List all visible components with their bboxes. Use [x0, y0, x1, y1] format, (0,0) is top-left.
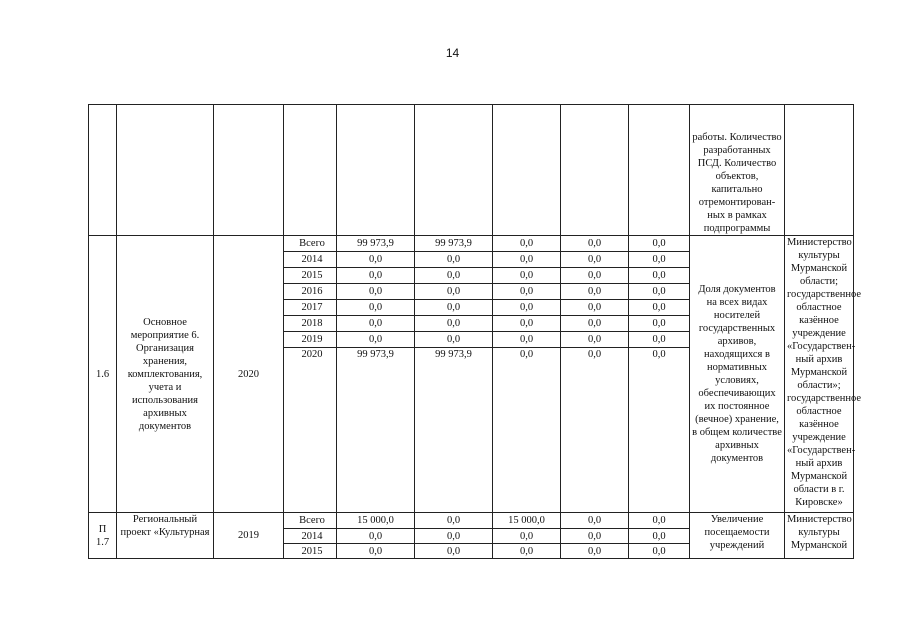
value-local: 0,0: [561, 332, 629, 348]
value-federal: 0,0: [493, 529, 561, 544]
value-local: 0,0: [561, 252, 629, 268]
year-label: 2018: [284, 316, 337, 332]
cell-deadline: [214, 105, 284, 236]
program-table: [88, 104, 862, 559]
value-regional: 0,0: [415, 268, 493, 284]
indicator-text: Доля документов на всех видах носителей государственных архивов, находящихся в нормативных условиях, обеспечивающих их постоянное (вечное) хранение, в общем количестве архивных документов: [690, 236, 785, 513]
value-total: 0,0: [337, 316, 415, 332]
value-local: 0,0: [561, 236, 629, 252]
year-label: 2020: [284, 348, 337, 513]
cell-other: [629, 105, 690, 236]
year-label: 2016: [284, 284, 337, 300]
value-federal: 0,0: [493, 252, 561, 268]
value-regional: 0,0: [415, 544, 493, 559]
value-local: 0,0: [561, 300, 629, 316]
value-other: 0,0: [629, 268, 690, 284]
value-local: 0,0: [561, 284, 629, 300]
value-federal: 0,0: [493, 268, 561, 284]
value-total: 0,0: [337, 529, 415, 544]
value-total: 0,0: [337, 252, 415, 268]
value-federal: 0,0: [493, 348, 561, 513]
value-total: 15 000,0: [337, 513, 415, 529]
value-total: 0,0: [337, 300, 415, 316]
year-label: 2015: [284, 544, 337, 559]
value-federal: 15 000,0: [493, 513, 561, 529]
value-other: 0,0: [629, 236, 690, 252]
value-regional: 0,0: [415, 284, 493, 300]
year-label: 2014: [284, 529, 337, 544]
value-local: 0,0: [561, 348, 629, 513]
value-regional: 0,0: [415, 316, 493, 332]
indicator-cell: работы. Количество разработанных ПСД. Количество объектов, капитально отремонтирован-ных в рамках подпрограммы: [690, 105, 785, 236]
value-federal: 0,0: [493, 236, 561, 252]
page-number: 14: [445, 46, 460, 60]
value-total: 0,0: [337, 268, 415, 284]
value-other: 0,0: [629, 544, 690, 559]
cell-number: [89, 105, 117, 236]
table-row-1-6: [89, 236, 854, 252]
value-federal: 0,0: [493, 300, 561, 316]
value-federal: 0,0: [493, 332, 561, 348]
executor-text: Министерство культуры Мурманской области; государственное областное казённое учреждение «Государствен-ный архив Мурманской области»; государственное областное казённое учреждение «Государствен-ный архив Мурманской области в г. Кировске»: [785, 236, 854, 513]
table-row-p-1-7: [89, 513, 854, 529]
value-local: 0,0: [561, 544, 629, 559]
value-local: 0,0: [561, 529, 629, 544]
value-local: 0,0: [561, 268, 629, 284]
year-label: Всего: [284, 236, 337, 252]
cell-local: [561, 105, 629, 236]
value-other: 0,0: [629, 300, 690, 316]
value-other: 0,0: [629, 513, 690, 529]
event-name: Региональный проект «Культурная: [117, 513, 214, 559]
year-label: 2019: [284, 332, 337, 348]
indicator-text: Увеличение посещаемости учреждений: [690, 513, 785, 559]
deadline: 2020: [214, 236, 284, 513]
deadline: 2019: [214, 513, 284, 559]
cell-name: [117, 105, 214, 236]
value-total: 0,0: [337, 284, 415, 300]
cell-federal: [493, 105, 561, 236]
value-other: 0,0: [629, 284, 690, 300]
year-label: 2014: [284, 252, 337, 268]
value-federal: 0,0: [493, 284, 561, 300]
value-regional: 99 973,9: [415, 348, 493, 513]
value-other: 0,0: [629, 332, 690, 348]
cell-regional: [415, 105, 493, 236]
value-regional: 0,0: [415, 252, 493, 268]
value-local: 0,0: [561, 316, 629, 332]
value-total: 0,0: [337, 332, 415, 348]
value-total: 0,0: [337, 544, 415, 559]
value-total: 99 973,9: [337, 236, 415, 252]
row-number: П 1.7: [89, 513, 117, 559]
value-other: 0,0: [629, 348, 690, 513]
value-regional: 0,0: [415, 332, 493, 348]
table-row-continuation: [89, 105, 854, 236]
value-local: 0,0: [561, 513, 629, 529]
value-regional: 0,0: [415, 529, 493, 544]
value-other: 0,0: [629, 252, 690, 268]
cell-year: [284, 105, 337, 236]
cell-total: [337, 105, 415, 236]
year-label: 2017: [284, 300, 337, 316]
executor-text: Министерство культуры Мурманской: [785, 513, 854, 559]
value-other: 0,0: [629, 316, 690, 332]
value-regional: 0,0: [415, 300, 493, 316]
value-federal: 0,0: [493, 544, 561, 559]
event-name: Основное мероприятие 6. Организация хранения, комплектования, учета и использования архивных документов: [117, 236, 214, 513]
cell-executor: [785, 105, 854, 236]
value-total: 99 973,9: [337, 348, 415, 513]
value-other: 0,0: [629, 529, 690, 544]
value-regional: 0,0: [415, 513, 493, 529]
year-label: Всего: [284, 513, 337, 529]
year-label: 2015: [284, 268, 337, 284]
value-regional: 99 973,9: [415, 236, 493, 252]
row-number: 1.6: [89, 236, 117, 513]
value-federal: 0,0: [493, 316, 561, 332]
